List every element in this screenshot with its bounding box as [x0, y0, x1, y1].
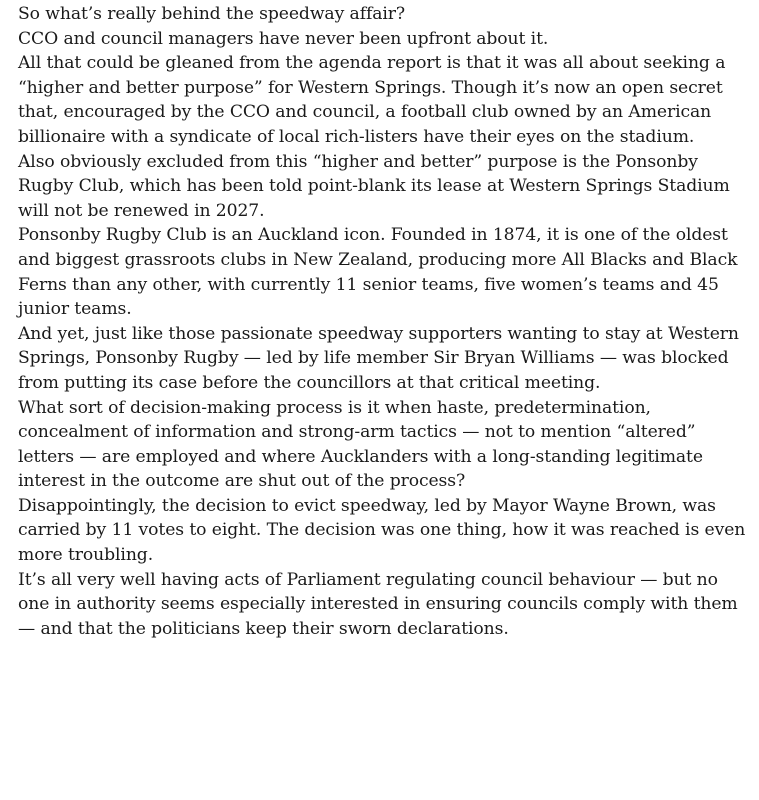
paragraph-ponsonby-icon: Ponsonby Rugby Club is an Auckland icon. Founded in 1874, it is one of the oldest and biggest grassroots clubs in New Zealand, producing more All Blacks and Black Ferns than any other, with currently 11 senior teams, five women’s teams and 45 junior teams.: [18, 225, 738, 320]
cropped-top-edge: [0, 0, 759, 2]
paragraph-cco-managers: CCO and council managers have never been upfront about it.: [18, 28, 549, 49]
paragraph-speedway-question: So what’s really behind the speedway affair?: [18, 4, 406, 24]
paragraph-blocked-meeting: And yet, just like those passionate speedway supporters wanting to stay at Western Springs, Ponsonby Rugby — led by life member Sir Bryan Williams — was blocked from putting its case before the councillors at that critical meeting.: [18, 323, 739, 393]
paragraph-agenda-report: All that could be gleaned from the agenda report is that it was all about seeking a “higher and better purpose” for Western Springs. Though it’s now an open secret that, encouraged by the CCO and council, a football club owned by an American billionaire with a syndicate of local rich-listers have their eyes on the stadium.: [18, 53, 726, 147]
paragraph-vote-result: Disappointingly, the decision to evict speedway, led by Mayor Wayne Brown, was carried by 11 votes to eight. The decision was one thing, how it was reached is even more troubling.: [18, 495, 746, 566]
paragraph-ponsonby-excluded: Also obviously excluded from this “higher and better” purpose is the Ponsonby Rugby Club, which has been told point-blank its lease at Western Springs Stadium will not be renewed in 2027.: [18, 151, 730, 221]
paragraph-decision-process: What sort of decision-making process is it when haste, predetermination, concealment of information and strong-arm tactics — not to mention “altered” letters — are employed and where Aucklanders with a long-standing legitimate interest in the outcome are shut out of the process?: [18, 397, 703, 492]
paragraph-parliament-acts: It’s all very well having acts of Parliament regulating council behaviour — but no one in authority seems especially interested in ensuring councils comply with them — and that the politicians keep their sworn declarations.: [18, 569, 738, 639]
article-body: [18, 2, 753, 641]
